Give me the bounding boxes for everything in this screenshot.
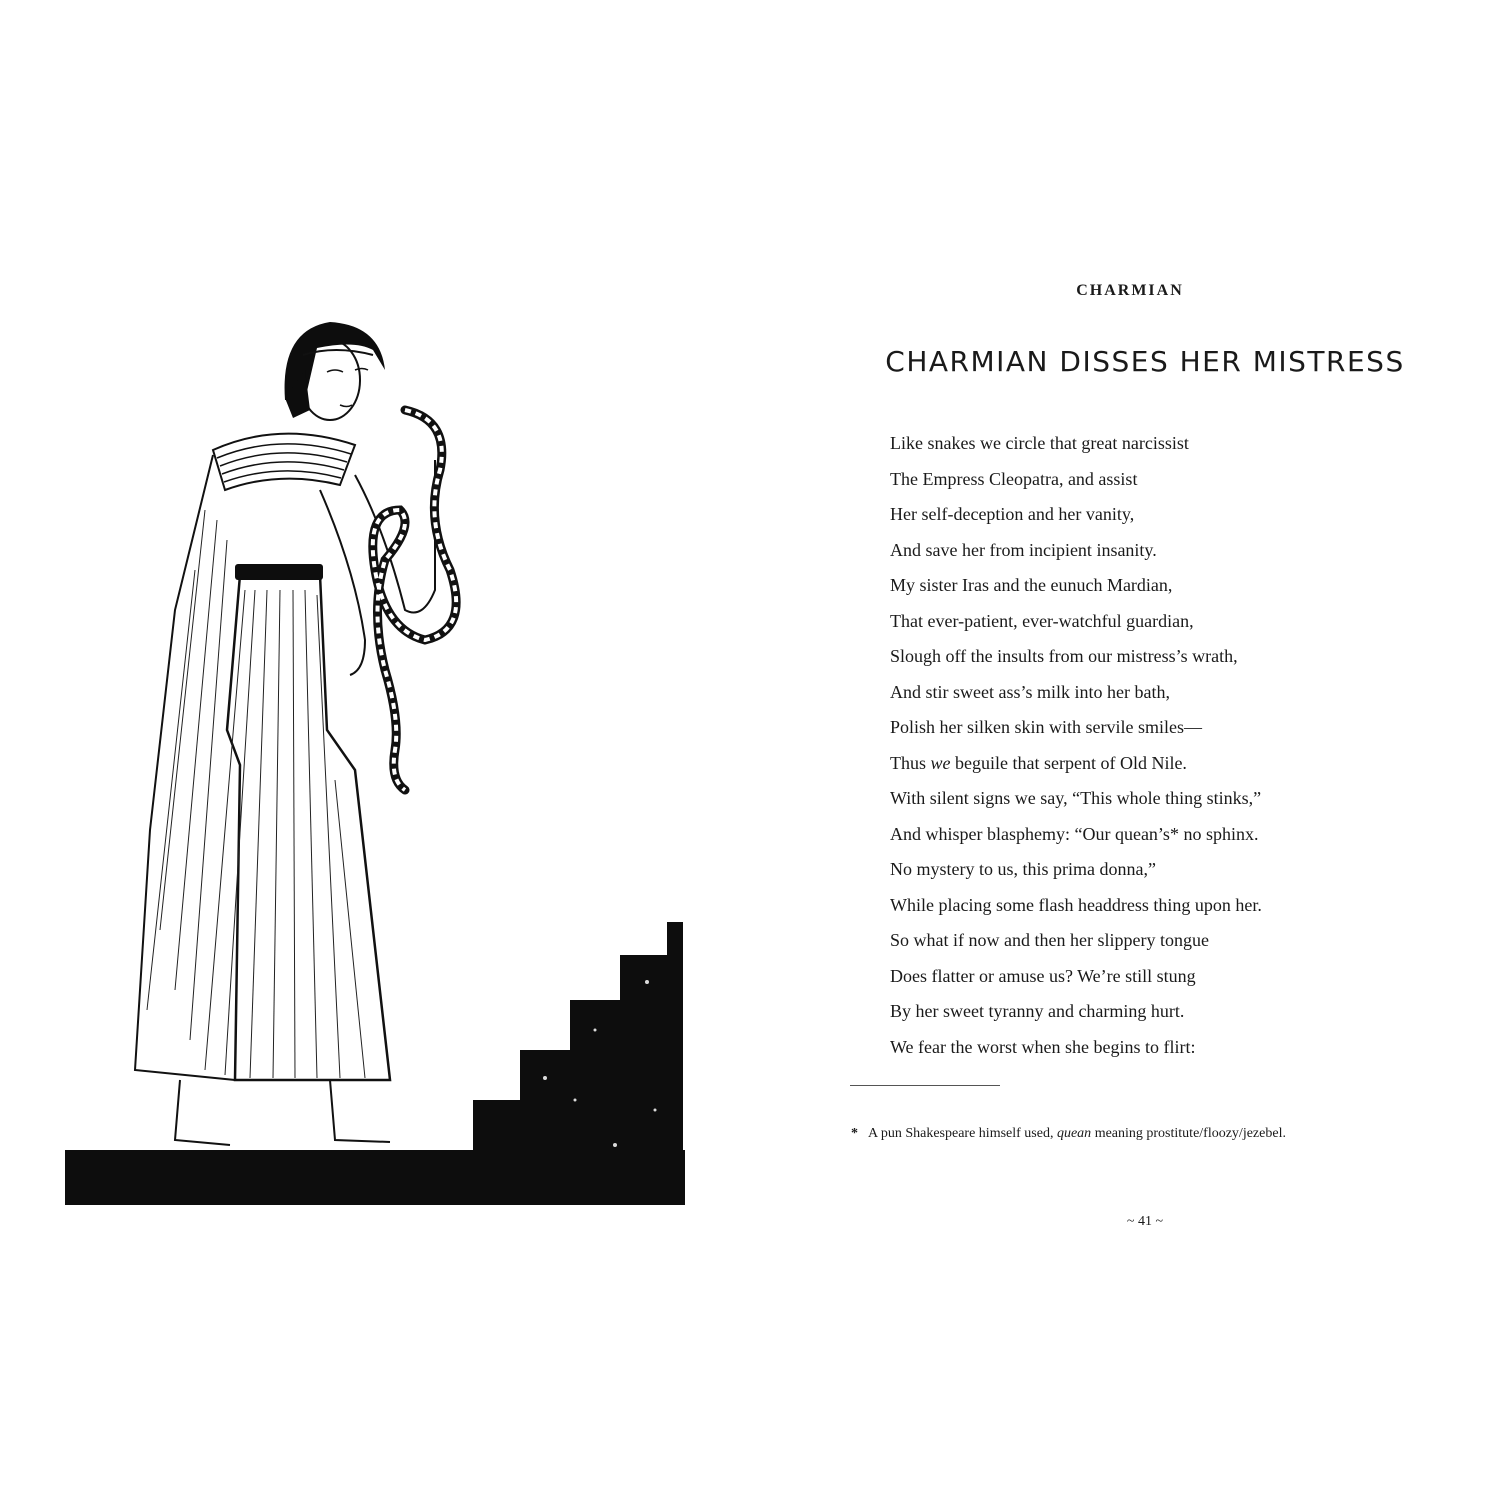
feet [175, 1080, 390, 1145]
poem-line: Polish her silken skin with servile smiles— [890, 717, 1202, 737]
poem-line: So what if now and then her slippery tongue [890, 930, 1209, 950]
character-heading: CHARMIAN [1076, 282, 1184, 299]
poem-line: No mystery to us, this prima donna,” [890, 859, 1156, 879]
poem-line: And save her from incipient insanity. [890, 539, 1157, 560]
poem-line: We fear the worst when she begins to flirt: [890, 1036, 1196, 1057]
poem-line: Like snakes we circle that great narcissist [890, 433, 1189, 453]
illustration-woman-with-snake [55, 310, 705, 1210]
poem-line: And stir sweet ass’s milk into her bath, [890, 681, 1170, 702]
footnote-text-emphasis: quean [1056, 1126, 1092, 1141]
ink-drawing [55, 310, 705, 1210]
poem-line: Slough off the insults from our mistress’s wrath, [890, 646, 1238, 666]
poem-title: CHARMIAN DISSES HER MISTRESS [885, 345, 1405, 378]
poem-line: The Empress Cleopatra, and assist [890, 468, 1138, 489]
poem-line: Thus we beguile that serpent of Old Nile. [890, 752, 1187, 773]
poem-line: And whisper blasphemy: “Our quean’s* no sphinx. [890, 823, 1259, 844]
page-number: ~ 41 ~ [1126, 1214, 1164, 1229]
poem-line: My sister Iras and the eunuch Mardian, [890, 575, 1173, 595]
footnote-text-before: A pun Shakespeare himself used, [868, 1126, 1057, 1141]
poem-line: By her sweet tyranny and charming hurt. [890, 1001, 1185, 1021]
right-arm [320, 490, 365, 675]
poem-line: That ever-patient, ever-watchful guardian, [890, 610, 1194, 631]
poem-line: Her self-deception and her vanity, [890, 504, 1135, 524]
footnote-text-after: meaning prostitute/floozy/jezebel. [1091, 1126, 1286, 1141]
footnote-rule [850, 1085, 1000, 1086]
poem-line: While placing some flash headdress thing upon her. [890, 894, 1262, 915]
text-page [845, 260, 1405, 1230]
left-arm [355, 460, 435, 613]
belt [235, 564, 323, 580]
poem-line: With silent signs we say, “This whole thing stinks,” [890, 788, 1262, 808]
footnote-marker: * [851, 1126, 858, 1141]
snake [373, 410, 456, 790]
staircase [473, 922, 683, 1205]
poem-line: Does flatter or amuse us? We’re still stung [890, 965, 1196, 986]
footnote [851, 1126, 1405, 1142]
poem-lines [890, 426, 1405, 1065]
